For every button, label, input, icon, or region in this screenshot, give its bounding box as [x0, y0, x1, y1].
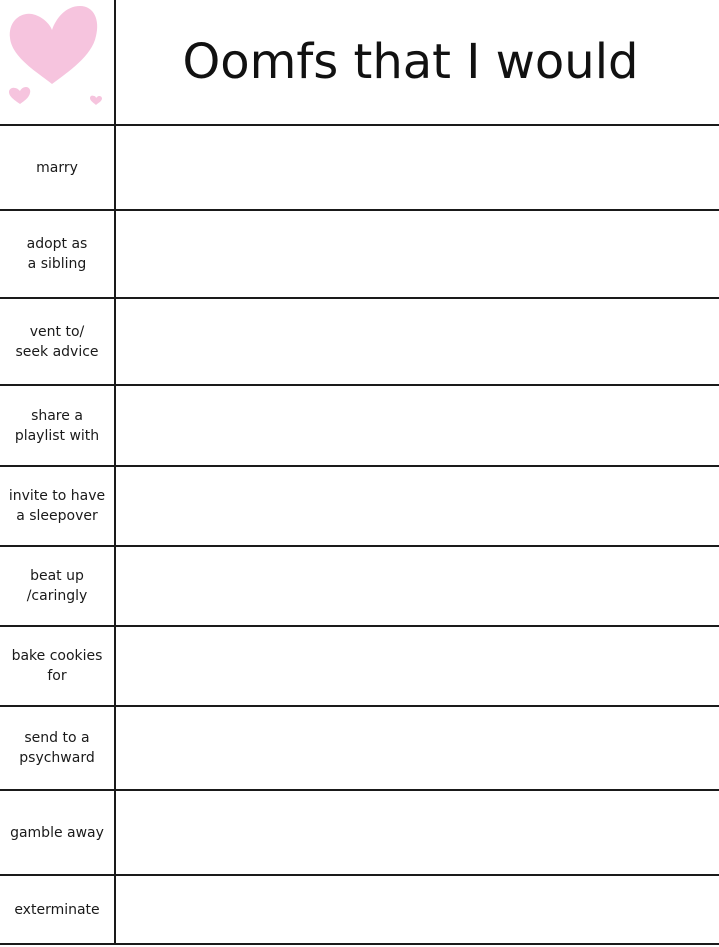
hearts-decoration — [0, 0, 114, 124]
row-cell-exterminate[interactable] — [116, 876, 719, 943]
row-divider — [0, 943, 719, 945]
large-heart-icon — [10, 6, 97, 84]
row-label-psychward: send to a psychward — [19, 730, 95, 766]
row-cell-sleepover[interactable] — [116, 467, 719, 545]
row-cell-vent-to[interactable] — [116, 299, 719, 384]
page-title: Oomfs that I would — [182, 34, 639, 90]
row-label-beat-up: beat up /caringly — [26, 568, 88, 604]
row-cell-beat-up[interactable] — [116, 547, 719, 625]
row-cell-share-playlist[interactable] — [116, 386, 719, 465]
row-cell-gamble-away[interactable] — [116, 791, 719, 874]
row-cell-adopt-as-sibling[interactable] — [116, 211, 719, 297]
row-label-sleepover: invite to have a sleepover — [8, 488, 106, 524]
tiny-heart-icon — [90, 96, 102, 105]
row-label-gamble-away: gamble away — [10, 824, 104, 841]
row-label-exterminate: exterminate — [14, 901, 100, 918]
row-cell-psychward[interactable] — [116, 707, 719, 789]
row-label-adopt-as-sibling: adopt as a sibling — [26, 236, 88, 272]
small-heart-icon — [9, 87, 30, 104]
row-label-share-playlist: share a playlist with — [14, 407, 100, 444]
row-cell-marry[interactable] — [116, 126, 719, 209]
row-cell-bake-cookies[interactable] — [116, 627, 719, 705]
row-label-vent-to: vent to/ seek advice — [15, 323, 99, 360]
row-label-bake-cookies: bake cookies for — [11, 648, 103, 684]
row-label-marry: marry — [36, 159, 78, 176]
